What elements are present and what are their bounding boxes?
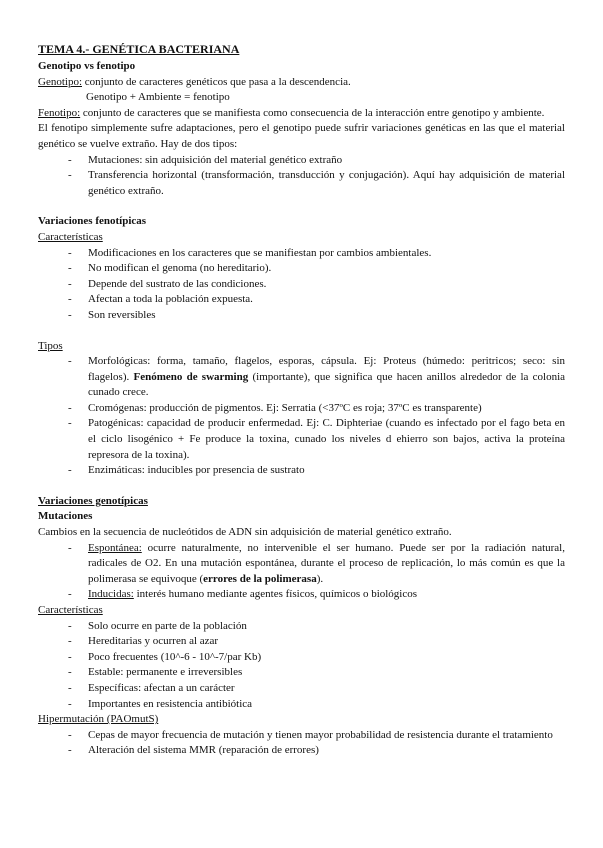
- section-heading-variaciones-fenotipicas: Variaciones fenotípicas: [38, 215, 147, 228]
- tipo-morfologicas-continuation: (importante), que significa que hacen anillos alrededor de la colonia cunado crece.: [88, 370, 566, 399]
- genotipo-label: Genotipo:: [38, 75, 82, 88]
- list-item: - Patogénicas: capacidad de producir enfermedad. Ej: C. Diphteriae (cuando es infectado por el fago beta en el ciclo lisogénico + Fe produce la toxina, cunado los niveles d ehierro son bajos, activa la proteína represora de la toxina).: [38, 416, 565, 463]
- fenotipo-text: conjunto de caracteres que se manifiesta como consecuencia de la interacción entre genotipo y ambiente.: [80, 106, 545, 119]
- list-item: - Específicas: afectan a un carácter: [38, 681, 565, 697]
- genotipo-text: conjunto de caracteres genéticos que pasa a la descendencia.: [82, 75, 351, 88]
- mutation-kinds-list: [38, 541, 565, 603]
- fenotipo-paragraph: El fenotipo simplemente sufre adaptaciones, pero el genotipo puede sufrir variaciones genéticas en las que el material genético se vuelve extraño. Hay de dos tipos:: [38, 122, 565, 150]
- section-heading-genotipo-fenotipo: Genotipo vs fenotipo: [38, 60, 136, 72]
- list-item: - Enzimáticas: inducibles por presencia de sustrato: [38, 463, 565, 479]
- hypermutation-list: [38, 728, 565, 759]
- subheading-caracteristicas: Características: [38, 230, 103, 243]
- list-item: - Cromógenas: producción de pigmentos. Ej: Serratia (<37ºC es roja; 37ºC es transparente): [38, 401, 565, 417]
- espontanea-label: Espontánea:: [88, 541, 142, 554]
- fenotipo-definition: [38, 106, 565, 122]
- list-item: - No modifican el genoma (no hereditario).: [38, 261, 565, 277]
- fenotipo-label: Fenotipo:: [38, 106, 81, 119]
- list-item: - Cepas de mayor frecuencia de mutación y tienen mayor probabilidad de resistencia durante el tratamiento: [38, 728, 565, 744]
- subheading-hipermutacion: Hipermutación (PAOmutS): [38, 713, 159, 726]
- list-item: [38, 541, 565, 588]
- list-item: - Solo ocurre en parte de la población: [38, 619, 565, 635]
- subheading-caracteristicas-mutaciones: Características: [38, 604, 103, 616]
- tipo-morfologicas-text: Morfológicas: forma, tamaño, flagelos, esporas, cápsula. Ej: Proteus (húmedo: peritricos; seco: sin flagelos).: [88, 355, 565, 383]
- genotipo-definition: [38, 75, 565, 91]
- list-item: - Estable: permanente e irreversibles: [38, 665, 565, 681]
- swarming-term: Fenómeno de swarming: [133, 370, 249, 383]
- section-heading-variaciones-genotipicas: Variaciones genotípicas: [38, 494, 148, 507]
- inducidas-label: Inducidas:: [88, 588, 134, 601]
- list-item: - Afectan a toda la población expuesta.: [38, 292, 565, 308]
- list-item: - Transferencia horizontal (transformación, transducción y conjugación). Aquí hay adquisición de material genético extraño.: [38, 168, 565, 199]
- list-item: - Alteración del sistema MMR (reparación de errores): [38, 743, 565, 759]
- list-item: - Importantes en resistencia antibiótica: [38, 697, 565, 713]
- mutation-characteristics-list: [38, 619, 565, 713]
- document-title: TEMA 4.- GENÉTICA BACTERIANA: [38, 42, 240, 56]
- espontanea-end: ).: [316, 572, 324, 585]
- phenotypic-characteristics-list: [38, 246, 565, 324]
- list-item: - Modificaciones en los caracteres que se manifiestan por cambios ambientales.: [38, 246, 565, 262]
- list-item: - Depende del sustrato de las condiciones.: [38, 277, 565, 293]
- list-item: - Son reversibles: [38, 308, 565, 324]
- mutaciones-paragraph: Cambios en la secuencia de nucleótidos de ADN sin adquisición de material genético extraño.: [38, 526, 452, 539]
- polimerasa-term: errores de la polimerasa: [203, 572, 317, 585]
- list-item: [38, 587, 565, 603]
- subheading-tipos: Tipos: [38, 339, 63, 352]
- genotipo-equation: Genotipo + Ambiente = fenotipo: [86, 91, 230, 104]
- list-item: - Mutaciones: sin adquisición del material genético extraño: [38, 153, 565, 169]
- list-item: - Poco frecuentes (10^-6 - 10^-7/par Kb): [38, 650, 565, 666]
- phenotypic-types-list: [38, 354, 565, 479]
- list-item: [38, 354, 565, 401]
- espontanea-text: ocurre naturalmente, no intervenible el ser humano. Puede ser por la radiación natural, radicales de O2. En una mutación espontánea, durante el proceso de replicación, lo más común es que la polimerasa se equivoque (: [88, 541, 565, 585]
- list-item: - Hereditarias y ocurren al azar: [38, 634, 565, 650]
- subheading-mutaciones: Mutaciones: [38, 510, 93, 523]
- document-page: [38, 41, 565, 759]
- variation-types-list: [38, 153, 565, 200]
- inducidas-text: interés humano mediante agentes físicos, químicos o biológicos: [133, 588, 418, 601]
